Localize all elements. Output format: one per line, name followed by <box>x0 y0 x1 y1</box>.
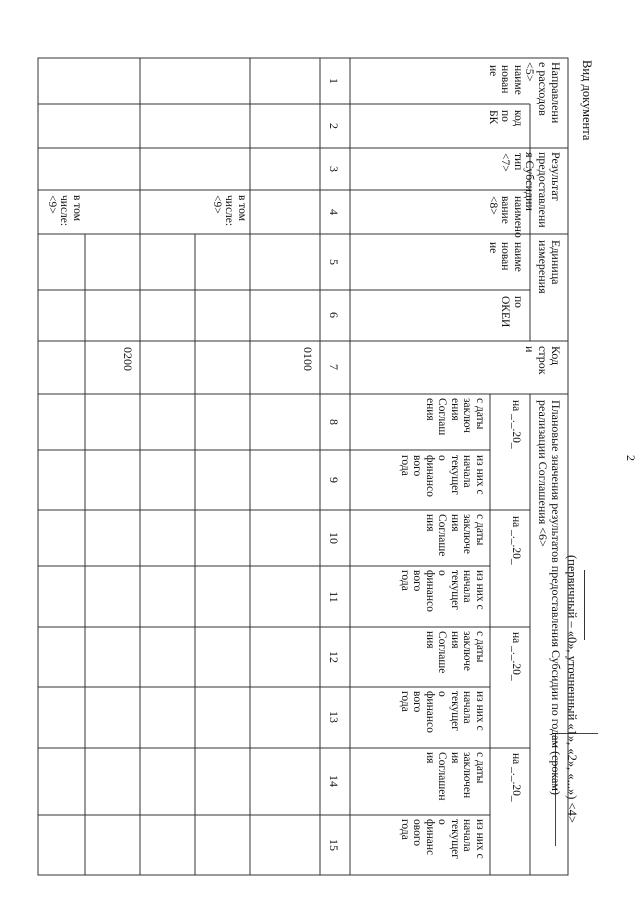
unit-okei-header: по ОКЕИ <box>499 296 524 328</box>
doc-type-label: Вид документа <box>580 60 594 141</box>
direction-header: Направлени е расходов <5> <box>523 62 563 124</box>
col-num-5: 5 <box>327 259 341 265</box>
row-code-header: Код строк и <box>523 346 563 375</box>
col-num-10: 10 <box>327 532 341 544</box>
period-3-header: на _._.20_ <box>510 632 522 681</box>
col-num-1: 1 <box>327 78 341 84</box>
since-conclusion-4: с даты заключен ия Соглашен ия <box>424 752 486 801</box>
col-num-6: 6 <box>327 312 341 318</box>
since-year-start-3: из них с начала текущег о финансо вого года <box>399 691 486 733</box>
col-num-14: 14 <box>327 775 341 787</box>
since-conclusion-3: с даты заключе ния Соглаше ния <box>424 631 486 674</box>
in-that-number-label-1: в том числе: <9> <box>211 195 248 227</box>
col-num-9: 9 <box>327 477 341 483</box>
result-name-header: наимено вание <8> <box>487 196 524 238</box>
unit-header: Единица измерения <box>536 240 563 294</box>
col-num-12: 12 <box>327 651 341 663</box>
since-conclusion-1: с даты заключ ения Соглаш ения <box>424 398 486 436</box>
col-num-15: 15 <box>327 839 341 851</box>
since-year-start-4: из них с начала текущег о финанс ового года <box>399 819 486 859</box>
col-num-4: 4 <box>327 209 341 215</box>
row-code-0200: 0200 <box>121 347 135 371</box>
result-type-header: тип <7> <box>499 153 524 172</box>
col-num-2: 2 <box>327 123 341 129</box>
col-num-8: 8 <box>327 419 341 425</box>
col-num-3: 3 <box>327 166 341 172</box>
col-num-7: 7 <box>327 364 341 370</box>
row-code-0100: 0100 <box>301 347 315 371</box>
col-num-11: 11 <box>327 591 341 603</box>
direction-code-header: код по БК <box>487 110 524 127</box>
revision-note: (первичный – «0», уточненный «1», «2», «...») <4> <box>565 555 579 823</box>
since-year-start-2: из них с начала текущег о финансо вого года <box>399 570 486 612</box>
since-year-start-1: из них с начала текущег о финансо вого года <box>399 455 486 497</box>
in-that-number-label-2: в том числе: <9> <box>46 195 83 227</box>
period-2-header: на _._.20_ <box>510 516 522 565</box>
period-1-header: на _._.20_ <box>510 400 522 449</box>
direction-name-header: наиме нован ие <box>487 65 524 95</box>
since-conclusion-2: с даты заключе ния Соглаше ния <box>424 514 486 557</box>
planned-values-header: Плановые значения результатов предоставления Субсидии по годам (срокам) реализации Соглашения <6> <box>536 400 563 795</box>
unit-name-header: наиме нован ие <box>487 242 524 272</box>
result-header: Результат предоставлени я Субсидии <box>523 152 563 228</box>
page-number: 2 <box>624 455 638 461</box>
period-4-header: на _._.20_ <box>510 753 522 802</box>
col-num-13: 13 <box>327 711 341 723</box>
